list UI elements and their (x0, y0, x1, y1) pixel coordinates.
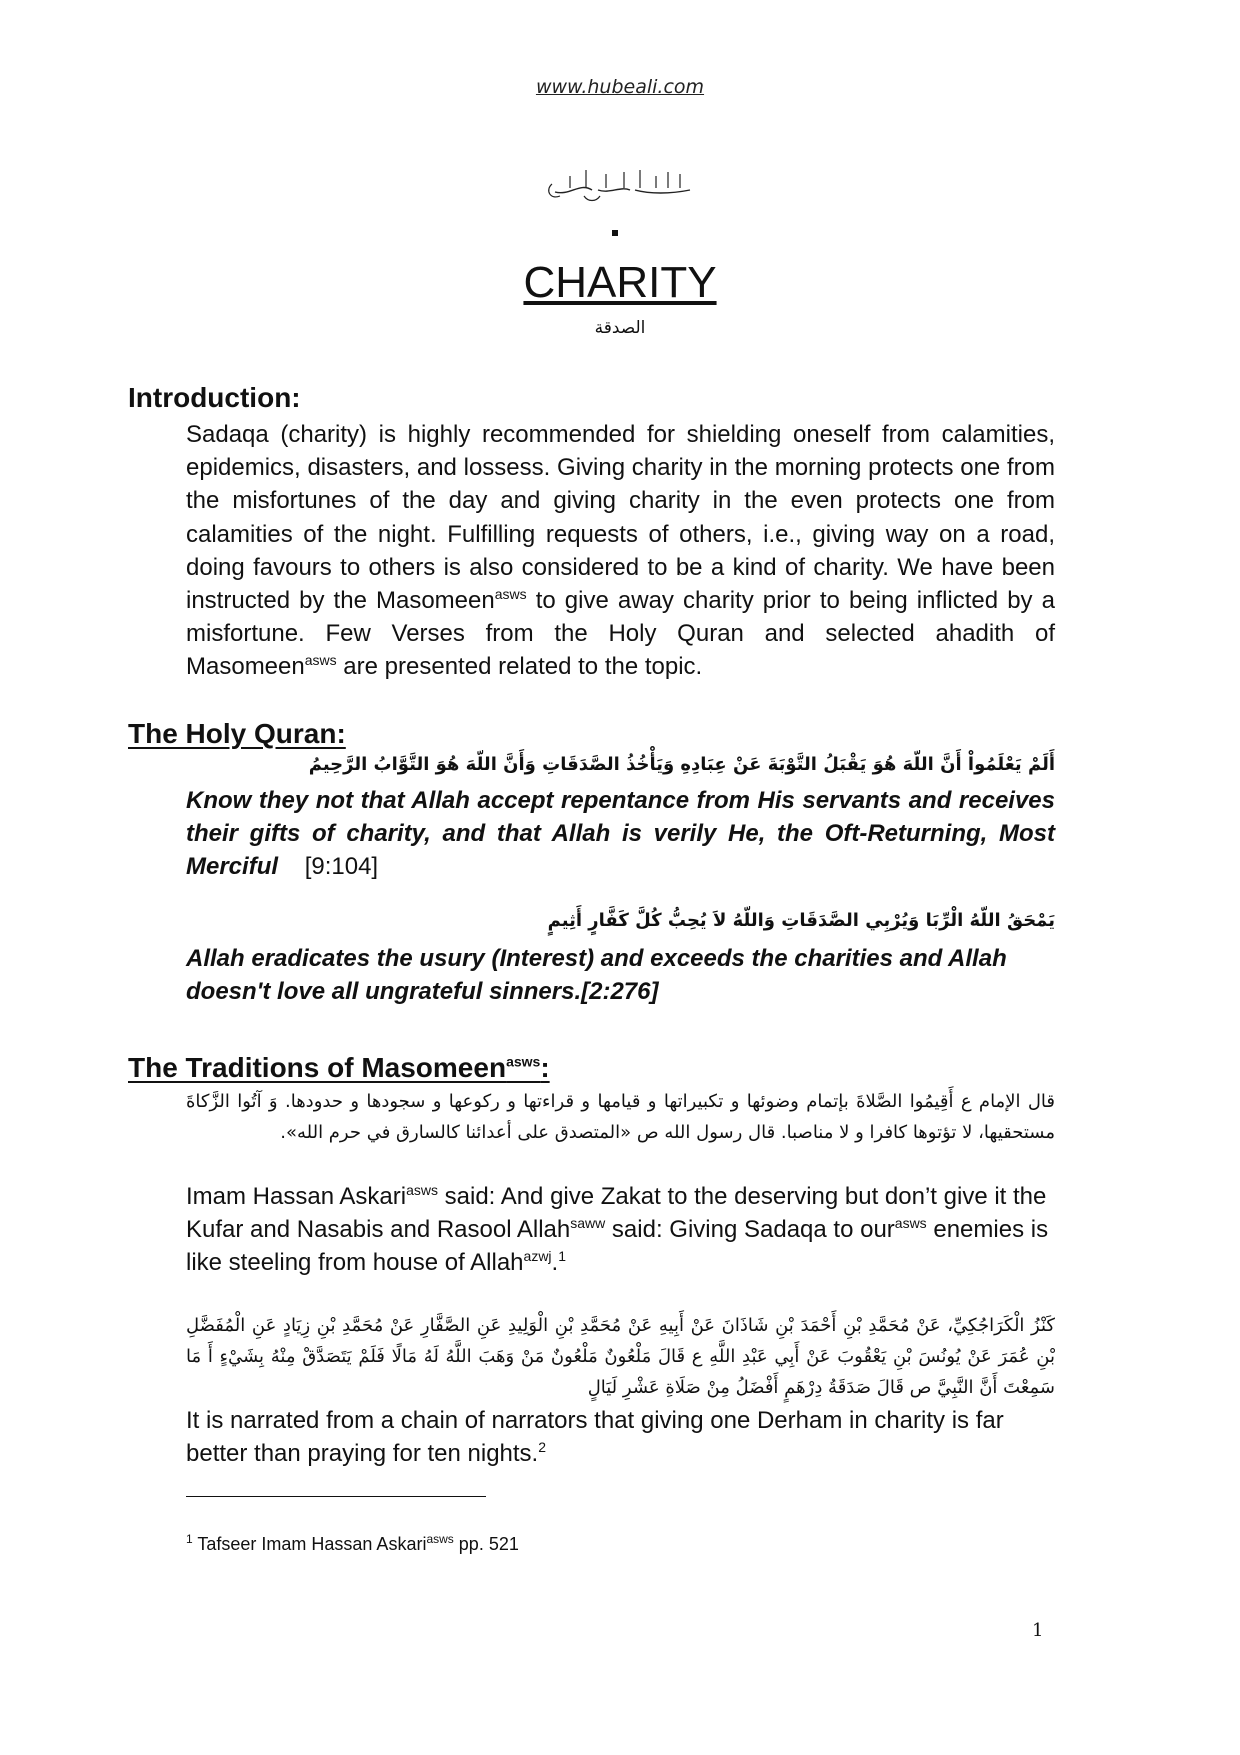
intro-text-3: are presented related to the topic. (336, 653, 703, 681)
hadith1-sup-1: asws (406, 1182, 438, 1198)
traditions-heading (128, 1052, 550, 1084)
traditions-heading-colon: : (540, 1052, 550, 1083)
intro-text-1: Sadaqa (charity) is highly recommended for shielding oneself from calamities, epidemics, disasters, and lossess. Giving charity in the morning protects one from the misfortunes of the day and giving charity in the even protects one from calamities of the night. Fulfilling requests of others, i.e., giving way on a road, doing favours to others is also considered to be a kind of charity. We have been instructed by the Masomeen (186, 421, 1055, 615)
footnote-1-sup: asws (426, 1532, 454, 1546)
footnote-1 (186, 1534, 519, 1555)
hadith1-en-2: said: And give Zakat to the deserving but don’t give it the Kufar and Nasabis and Rasool Allah (186, 1183, 1047, 1244)
footnote-1-number: 1 (186, 1532, 193, 1546)
traditions-heading-text: The Traditions of Masomeen (128, 1052, 507, 1083)
hadith2-english-text: It is narrated from a chain of narrators that giving one Derham in charity is far better than praying for ten nights. (186, 1407, 1004, 1468)
intro-sup-1: asws (494, 586, 527, 603)
verse2-english: Allah eradicates the usury (Interest) and exceeds the charities and Allah doesn't love all ungrateful sinners.[2:276] (186, 945, 1007, 1006)
footnote-separator (186, 1496, 486, 1497)
footnote-1-text: Tafseer Imam Hassan Askari (192, 1534, 427, 1554)
footnote-1-tail: pp. 521 (453, 1534, 519, 1554)
separator-dot (612, 230, 618, 236)
hadith1-english (186, 1180, 1055, 1280)
intro-sup-2: asws (304, 652, 337, 669)
website-url: www.hubeali.com (535, 76, 705, 98)
hadith1-sup-4: azwj (523, 1248, 552, 1265)
traditions-heading-sup: asws (506, 1053, 541, 1070)
hadith1-en-3: said: Giving Sadaqa to our (605, 1216, 895, 1244)
holy-quran-heading: The Holy Quran: (128, 718, 346, 749)
page-number: 1 (1032, 1620, 1044, 1641)
verse1-english-text: Know they not that Allah accept repentance from His servants and receives their gifts of charity, and that Allah is verily He, the Oft-Returning, Most Merciful (186, 787, 1055, 881)
hadith1-en-1: Imam Hassan Askari (186, 1183, 407, 1210)
verse1-english (186, 784, 1055, 884)
hadith1-en-4: enemies is like steeling from house of Allah (186, 1216, 1049, 1277)
footnote-ref-1[interactable]: 1 (558, 1248, 567, 1265)
hadith1-sup-2: saww (570, 1215, 606, 1232)
page-title: CHARITY (523, 258, 717, 307)
verse1-reference: [9:104] (304, 853, 379, 881)
intro-text-2: to give away charity prior to being inflicted by a misfortune. Few Verses from the Holy Quran and selected ahadith of Masomeen (186, 587, 1055, 681)
hadith1-sup-3: asws (894, 1215, 927, 1232)
page-subtitle-arabic: الصدقة (594, 318, 646, 338)
hadith1-arabic: قال الإمام ع أَقِيمُوا الصَّلاةَ بإتمام وضوئها و تكبيراتها و قيامها و قراءتها و ركوعها و سجودها و حدودها. وَ آتُوا الزَّكاةَ مستحقيها، لا تؤتوها كافرا و لا مناصبا. قال رسول الله ص «المتصدق على أعدائنا كالسارق في حرم الله». (186, 1091, 1055, 1143)
introduction-heading: Introduction: (128, 382, 301, 413)
introduction-paragraph (186, 418, 1055, 684)
footnote-ref-2[interactable]: 2 (538, 1439, 547, 1456)
hadith2-english (186, 1404, 1055, 1470)
hadith2-arabic: كَنْزُ الْكَرَاجُكِيِّ، عَنْ مُحَمَّدِ بْنِ أَحْمَدَ بْنِ شَاذَانَ عَنْ أَبِيهِ عَنْ مُحَمَّدِ بْنِ الْوَلِيدِ عَنِ الصَّفَّارِ عَنْ مُحَمَّدِ بْنِ زِيَادٍ عَنِ الْمُفَضَّلِ بْنِ عُمَرَ عَنْ يُونُسَ بْنِ يَعْقُوبَ عَنْ أَبِي عَبْدِ اللَّهِ ع قَالَ مَلْعُونٌ مَلْعُونٌ مَنْ وَهَبَ اللَّهُ لَهُ مَالًا فَلَمْ يَتَصَدَّقْ مِنْهُ بِشَيْءٍ أَ مَا سَمِعْتَ أَنَّ النَّبِيَّ ص قَالَ صَدَقَةُ دِرْهَمٍ أَفْضَلُ مِنْ صَلَاةِ عَشْرِ لَيَالٍ (186, 1315, 1055, 1398)
verse1-arabic: أَلَمْ يَعْلَمُواْ أَنَّ اللّهَ هُوَ يَقْبَلُ التَّوْبَةَ عَنْ عِبَادِهِ وَيَأْخُذُ الصَّدَقَاتِ وَأَنَّ اللّهَ هُوَ التَّوَّابُ الرَّحِيمُ (308, 754, 1055, 775)
bismillah-calligraphy-icon (540, 160, 700, 205)
verse2-arabic: يَمْحَقُ اللّهُ الْرِّبَا وَيُرْبِي الصَّدَقَاتِ وَاللّهُ لاَ يُحِبُّ كُلَّ كَفَّارٍ أَثِيمٍ (547, 910, 1055, 931)
hadith1-en-5: . (551, 1249, 559, 1277)
